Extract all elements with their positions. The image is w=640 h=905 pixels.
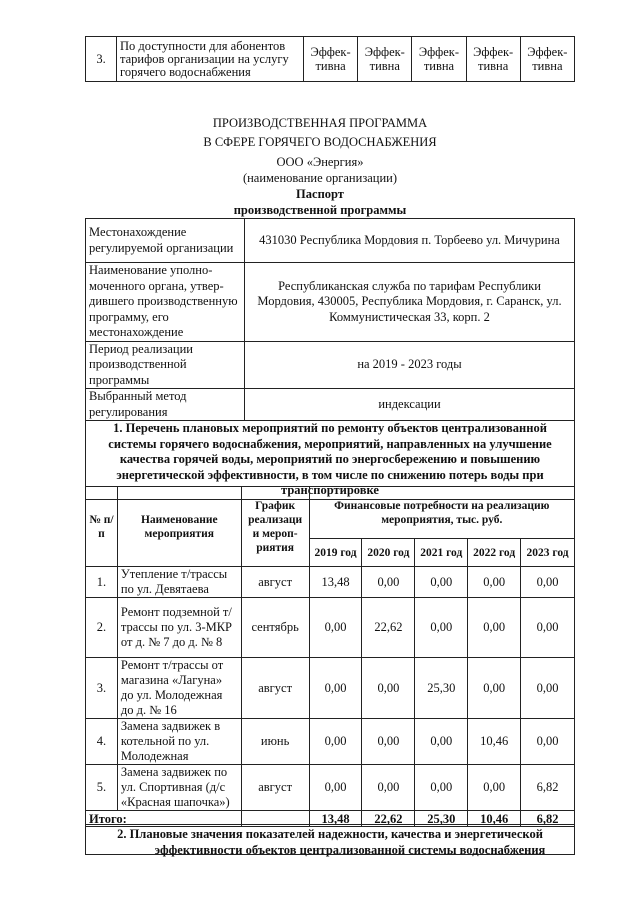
total-value: 6,82 bbox=[521, 811, 575, 827]
year-header: 2022 год bbox=[468, 539, 521, 567]
program-title-line1: ПРОИЗВОДСТВЕННАЯ ПРОГРАММА bbox=[212, 116, 428, 130]
measure-schedule: август bbox=[241, 567, 309, 598]
value-cell: 0,00 bbox=[309, 765, 362, 811]
passport-value: на 2019 - 2023 годы bbox=[245, 341, 575, 389]
value-cell: 0,00 bbox=[468, 765, 521, 811]
section1-title: 1. Перечень плановых мероприятий по ремонту объектов централизованной системы горячего водоснабжения, мероприятий, направленных на улучшение качества горячей воды, мероприятий по энергосбережению и повышению энергетической эффективности, в том числе по снижению потерь воды при транспортировке bbox=[86, 421, 575, 500]
value-cell: 0,00 bbox=[468, 567, 521, 598]
measure-name: Ремонт т/трассы от магазина «Лагуна» до ул. Молодежная до д. № 16 bbox=[117, 658, 241, 719]
value-cell: 25,30 bbox=[415, 658, 468, 719]
header-row bbox=[86, 487, 575, 539]
value-cell: 0,00 bbox=[309, 598, 362, 658]
value-cell: 0,00 bbox=[309, 719, 362, 765]
value-cell: 0,00 bbox=[521, 719, 575, 765]
criterion-cell: По доступности для абонентов тарифов организации на услугу горячего водоснабжения bbox=[117, 37, 304, 82]
value-cell: 0,00 bbox=[468, 658, 521, 719]
value-cell: 0,00 bbox=[362, 658, 415, 719]
value-cell: 0,00 bbox=[415, 719, 468, 765]
rating-cell: Эффек-тивна bbox=[304, 37, 358, 82]
table-row bbox=[86, 765, 575, 811]
rating-cell: Эффек-тивна bbox=[466, 37, 520, 82]
efficiency-table bbox=[85, 36, 575, 82]
passport-value: индексации bbox=[245, 389, 575, 421]
value-cell: 0,00 bbox=[415, 765, 468, 811]
passport-subtitle: производственной программы bbox=[233, 203, 407, 217]
row-number: 2. bbox=[86, 598, 118, 658]
value-cell: 0,00 bbox=[521, 567, 575, 598]
table-row bbox=[86, 658, 575, 719]
organization-caption: (наименование организации) bbox=[242, 171, 398, 185]
value-cell: 13,48 bbox=[309, 567, 362, 598]
table-row bbox=[86, 389, 575, 421]
value-cell: 6,82 bbox=[521, 765, 575, 811]
table-row bbox=[86, 341, 575, 389]
measure-name: Ремонт подземной т/трассы по ул. 3-МКР от д. № 7 до д. № 8 bbox=[117, 598, 241, 658]
value-cell: 0,00 bbox=[521, 658, 575, 719]
passport-value: Республиканская служба по тарифам Республики Мордовия, 430005, Республика Мордовия, г. Саранск, ул. Коммунистическая 33, корп. 2 bbox=[245, 263, 575, 342]
value-cell: 0,00 bbox=[415, 598, 468, 658]
passport-label: Период реализации производственной программы bbox=[86, 341, 245, 389]
year-header: 2019 год bbox=[309, 539, 362, 567]
value-cell: 0,00 bbox=[468, 598, 521, 658]
section2-title bbox=[85, 824, 575, 855]
total-label: Итого: bbox=[86, 811, 242, 827]
total-value: 10,46 bbox=[468, 811, 521, 827]
measure-schedule: июнь bbox=[241, 719, 309, 765]
schedule-header: График реализаци и мероп-риятия bbox=[241, 487, 309, 567]
value-cell: 10,46 bbox=[468, 719, 521, 765]
passport-label: Наименование уполно-моченного органа, утвер-дившего производственную программу, его местонахождение bbox=[86, 263, 245, 342]
row-number: 3. bbox=[86, 37, 117, 82]
value-cell: 0,00 bbox=[309, 658, 362, 719]
row-number: 1. bbox=[86, 567, 118, 598]
year-header: 2021 год bbox=[415, 539, 468, 567]
table-row bbox=[86, 719, 575, 765]
program-title-line2: В СФЕРЕ ГОРЯЧЕГО ВОДОСНАБЖЕНИЯ bbox=[203, 135, 437, 149]
total-value: 22,62 bbox=[362, 811, 415, 827]
year-header: 2020 год bbox=[362, 539, 415, 567]
measure-schedule: август bbox=[241, 765, 309, 811]
passport-label: Выбранный метод регулирования bbox=[86, 389, 245, 421]
measure-schedule: сентябрь bbox=[241, 598, 309, 658]
organization-name: ООО «Энергия» bbox=[276, 155, 364, 169]
table-row bbox=[86, 263, 575, 342]
value-cell: 0,00 bbox=[362, 719, 415, 765]
measure-name: Замена задвижек в котельной по ул. Молодежная bbox=[117, 719, 241, 765]
row-number: 3. bbox=[86, 658, 118, 719]
measure-name: Утепление т/трассы по ул. Девятаева bbox=[117, 567, 241, 598]
value-cell: 22,62 bbox=[362, 598, 415, 658]
value-cell: 0,00 bbox=[362, 567, 415, 598]
row-number: 5. bbox=[86, 765, 118, 811]
rating-cell: Эффек-тивна bbox=[412, 37, 466, 82]
table-row bbox=[86, 567, 575, 598]
name-header: Наименование мероприятия bbox=[117, 487, 241, 567]
table-row bbox=[86, 219, 575, 263]
rating-cell: Эффек-тивна bbox=[358, 37, 412, 82]
measure-name: Замена задвижек по ул. Спортивная (д/с «Красная шапочка») bbox=[117, 765, 241, 811]
passport-label: Местонахождение регулируемой организации bbox=[86, 219, 245, 263]
measure-schedule: август bbox=[241, 658, 309, 719]
passport-title: Паспорт bbox=[296, 187, 344, 201]
section2-line2: эффективности объектов централизованной системы водоснабжения bbox=[154, 843, 546, 857]
passport-table bbox=[85, 218, 575, 500]
passport-value: 431030 Республика Мордовия п. Торбеево ул. Мичурина bbox=[245, 219, 575, 263]
year-header: 2023 год bbox=[521, 539, 575, 567]
value-cell: 0,00 bbox=[362, 765, 415, 811]
num-header: № п/п bbox=[86, 487, 118, 567]
rating-cell: Эффек-тивна bbox=[520, 37, 574, 82]
table-row bbox=[86, 598, 575, 658]
table-row bbox=[86, 37, 575, 82]
total-value: 25,30 bbox=[415, 811, 468, 827]
finance-header: Финансовые потребности на реализацию мероприятия, тыс. руб. bbox=[309, 487, 574, 539]
row-number: 4. bbox=[86, 719, 118, 765]
value-cell: 0,00 bbox=[415, 567, 468, 598]
total-value: 13,48 bbox=[309, 811, 362, 827]
measures-table bbox=[85, 486, 575, 827]
value-cell: 0,00 bbox=[521, 598, 575, 658]
section2-line1: 2. Плановые значения показателей надежности, качества и энергетической bbox=[117, 827, 543, 841]
